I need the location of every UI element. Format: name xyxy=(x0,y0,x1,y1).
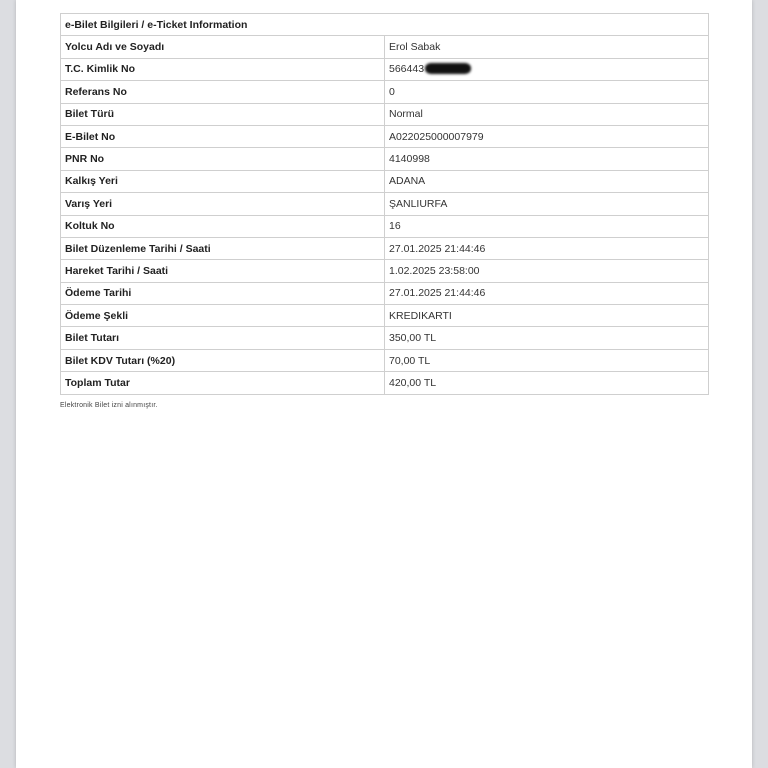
field-value: 70,00 TL xyxy=(389,354,431,367)
table-row xyxy=(61,349,709,371)
field-value: A022025000007979 xyxy=(389,130,484,143)
field-label: Toplam Tutar xyxy=(61,372,385,394)
field-value: 16 xyxy=(389,220,401,233)
field-value-cell xyxy=(385,349,709,371)
field-label: PNR No xyxy=(61,148,385,170)
table-row xyxy=(61,193,709,215)
table-row xyxy=(61,36,709,58)
field-value-cell xyxy=(385,125,709,147)
field-value: 420,00 TL xyxy=(389,376,437,389)
field-value-cell xyxy=(385,148,709,170)
field-label: Koltuk No xyxy=(61,215,385,237)
ticket-info-table xyxy=(60,13,709,395)
field-value-cell xyxy=(385,103,709,125)
table-header-row xyxy=(61,14,709,36)
field-label: Yolcu Adı ve Soyadı xyxy=(61,36,385,58)
field-value-cell xyxy=(385,170,709,192)
field-label: Hareket Tarihi / Saati xyxy=(61,260,385,282)
table-row xyxy=(61,148,709,170)
field-value: 4140998 xyxy=(389,153,430,166)
field-value-cell xyxy=(385,372,709,394)
table-row xyxy=(61,58,709,80)
footnote-text: Elektronik Bilet izni alınmıştır. xyxy=(60,402,158,409)
table-row xyxy=(61,125,709,147)
field-value: ŞANLIURFA xyxy=(389,197,448,210)
table-row xyxy=(61,237,709,259)
field-value-cell xyxy=(385,36,709,58)
field-label: Ödeme Tarihi xyxy=(61,282,385,304)
field-value-cell xyxy=(385,237,709,259)
table-title: e-Bilet Bilgileri / e-Ticket Information xyxy=(61,14,709,36)
field-value: 350,00 TL xyxy=(389,332,437,345)
field-label: Bilet Düzenleme Tarihi / Saati xyxy=(61,237,385,259)
field-label: Varış Yeri xyxy=(61,193,385,215)
field-value-cell xyxy=(385,282,709,304)
table-row xyxy=(61,305,709,327)
field-value: ADANA xyxy=(389,175,426,188)
field-label: Bilet Tutarı xyxy=(61,327,385,349)
table-row xyxy=(61,103,709,125)
field-label: Referans No xyxy=(61,81,385,103)
field-value-cell xyxy=(385,327,709,349)
field-value-cell xyxy=(385,193,709,215)
field-label: Bilet KDV Tutarı (%20) xyxy=(61,349,385,371)
table-row xyxy=(61,282,709,304)
table-row xyxy=(61,81,709,103)
field-value-cell xyxy=(385,260,709,282)
field-label: T.C. Kimlik No xyxy=(61,58,385,80)
field-label: Ödeme Şekli xyxy=(61,305,385,327)
field-value-cell xyxy=(385,58,709,80)
field-value-cell xyxy=(385,81,709,103)
table-row xyxy=(61,327,709,349)
table-row xyxy=(61,372,709,394)
field-value: 566443 xyxy=(389,63,425,76)
document-page xyxy=(16,0,752,768)
field-label: Bilet Türü xyxy=(61,103,385,125)
field-value: KREDIKARTI xyxy=(389,309,452,322)
field-value: 0 xyxy=(389,85,395,98)
table-row xyxy=(61,170,709,192)
field-value-cell xyxy=(385,215,709,237)
field-value: Erol Sabak xyxy=(389,41,441,54)
field-label: E-Bilet No xyxy=(61,125,385,147)
redaction-mark xyxy=(425,63,471,74)
field-value-cell xyxy=(385,305,709,327)
table-row xyxy=(61,260,709,282)
ticket-rows xyxy=(61,36,709,394)
field-value: 27.01.2025 21:44:46 xyxy=(389,287,486,300)
field-value: 27.01.2025 21:44:46 xyxy=(389,242,486,255)
field-label: Kalkış Yeri xyxy=(61,170,385,192)
table-row xyxy=(61,215,709,237)
field-value: 1.02.2025 23:58:00 xyxy=(389,264,480,277)
field-value: Normal xyxy=(389,108,423,121)
